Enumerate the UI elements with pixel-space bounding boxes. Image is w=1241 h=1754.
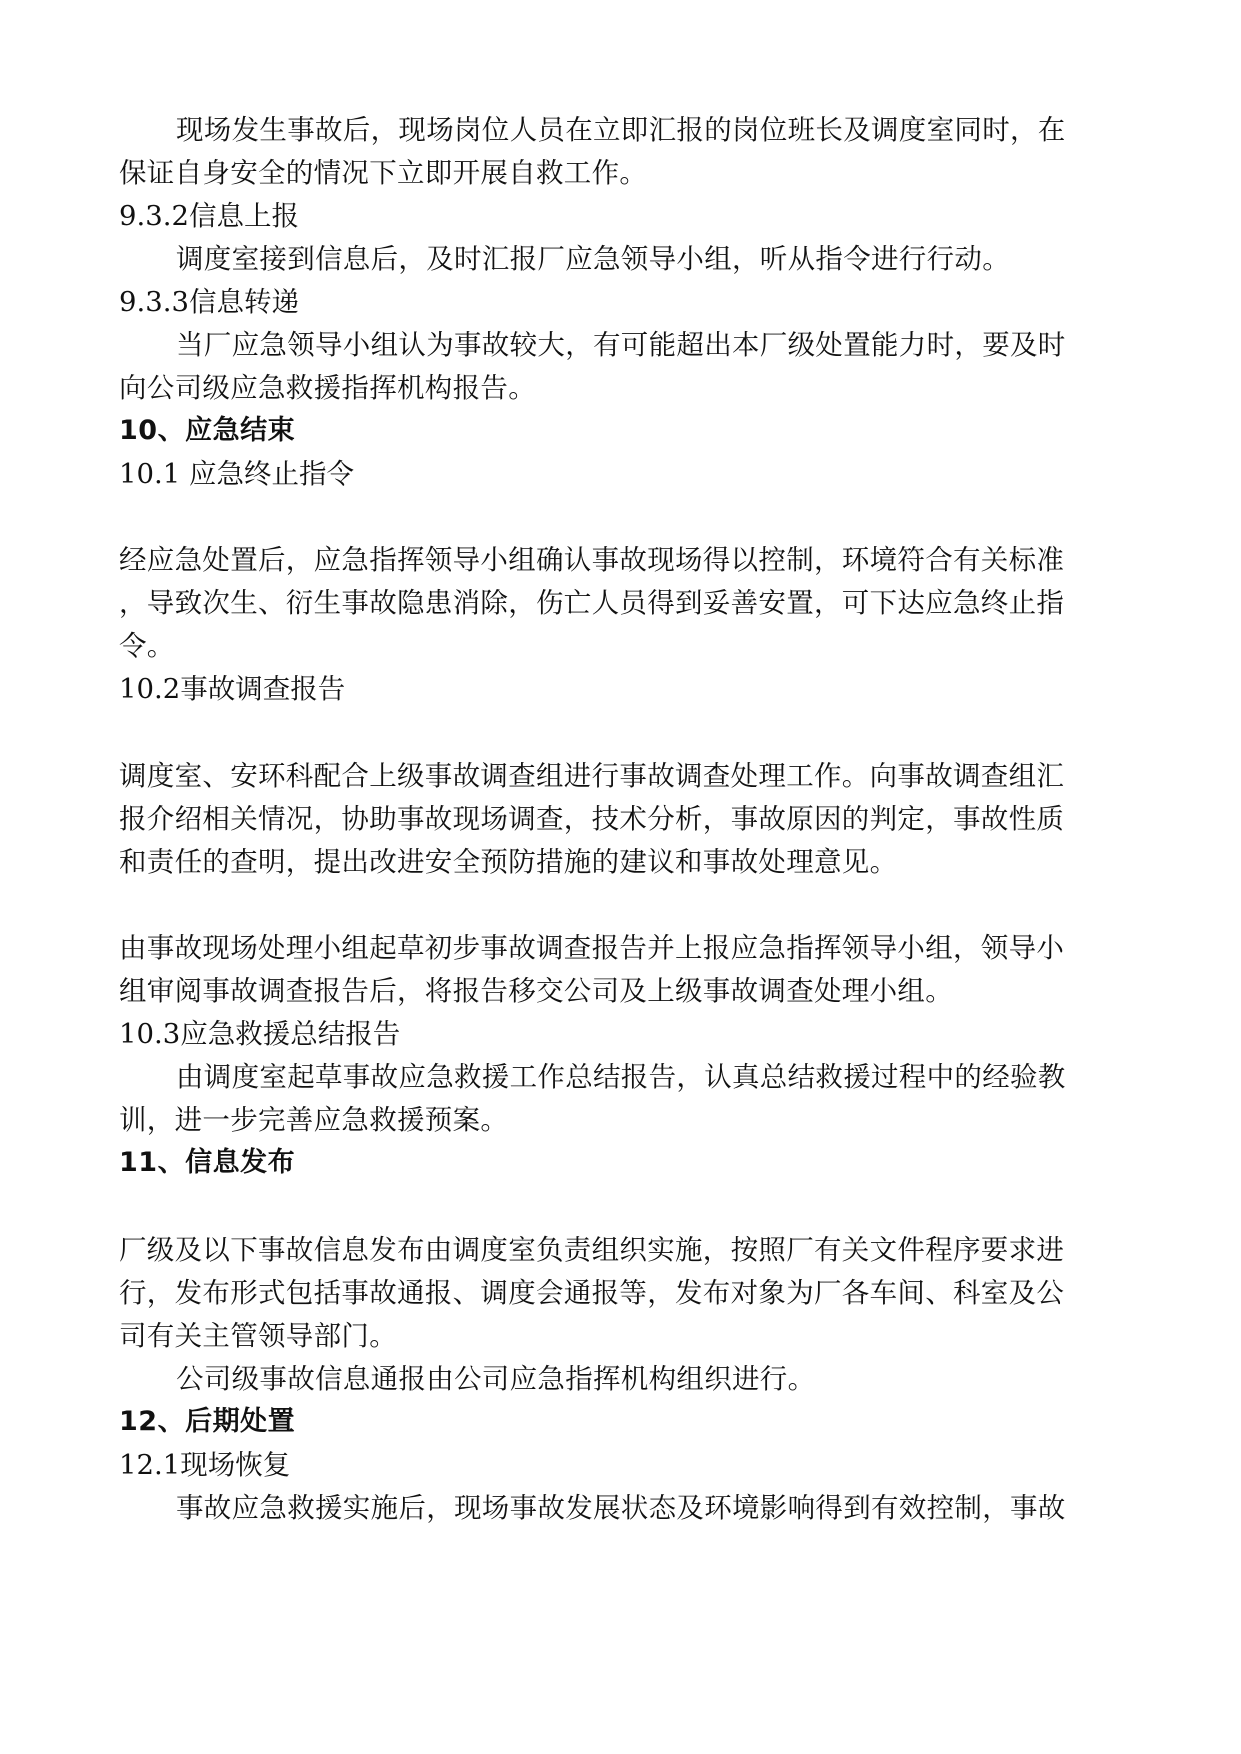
paragraph-line: 事故应急救援实施后，现场事故发展状态及环境影响得到有效控制，事故 [176,1492,1066,1524]
section-heading: 12、后期处置 [119,1406,296,1437]
paragraph-line: 组审阅事故调查报告后，将报告移交公司及上级事故调查处理小组。 [119,975,953,1007]
paragraph-line: 和责任的查明，提出改进安全预防措施的建议和事故处理意见。 [119,846,898,878]
paragraph-line: 训，进一步完善应急救援预案。 [119,1104,509,1136]
paragraph-line: 司有关主管领导部门。 [119,1320,397,1352]
subsection-heading: 12.1现场恢复 [119,1449,291,1481]
paragraph-line: 公司级事故信息通报由公司应急指挥机构组织进行。 [176,1363,816,1395]
paragraph-line: ，导致次生、衍生事故隐患消除，伤亡人员得到妥善安置，可下达应急终止指 [119,587,1065,619]
subsection-heading: 9.3.2信息上报 [119,200,299,232]
paragraph-line: 报介绍相关情况，协助事故现场调查，技术分析，事故原因的判定，事故性质 [119,803,1065,835]
subsection-heading: 9.3.3信息转递 [119,286,299,318]
paragraph-line: 当厂应急领导小组认为事故较大，有可能超出本厂级处置能力时，要及时 [176,329,1066,361]
section-heading: 11、信息发布 [119,1147,296,1178]
subsection-heading: 10.1 应急终止指令 [119,458,354,490]
subsection-heading: 10.2事故调查报告 [119,673,346,705]
subsection-heading: 10.3应急救援总结报告 [119,1018,401,1050]
paragraph-line: 由事故现场处理小组起草初步事故调查报告并上报应急指挥领导小组，领导小 [119,932,1065,964]
paragraph-line: 保证自身安全的情况下立即开展自救工作。 [119,157,648,189]
paragraph-line: 调度室、安环科配合上级事故调查组进行事故调查处理工作。向事故调查组汇 [119,760,1065,792]
paragraph-line: 行，发布形式包括事故通报、调度会通报等，发布对象为厂各车间、科室及公 [119,1277,1065,1309]
section-heading: 10、应急结束 [119,415,296,446]
paragraph-line: 现场发生事故后，现场岗位人员在立即汇报的岗位班长及调度室同时，在 [176,114,1066,146]
paragraph-line: 厂级及以下事故信息发布由调度室负责组织实施，按照厂有关文件程序要求进 [119,1234,1065,1266]
paragraph-line: 调度室接到信息后，及时汇报厂应急领导小组，听从指令进行行动。 [176,243,1010,275]
paragraph-line: 令。 [119,630,175,662]
paragraph-line: 由调度室起草事故应急救援工作总结报告，认真总结救援过程中的经验教 [176,1061,1066,1093]
paragraph-line: 向公司级应急救援指挥机构报告。 [119,372,536,404]
paragraph-line: 经应急处置后，应急指挥领导小组确认事故现场得以控制，环境符合有关标准 [119,544,1065,576]
